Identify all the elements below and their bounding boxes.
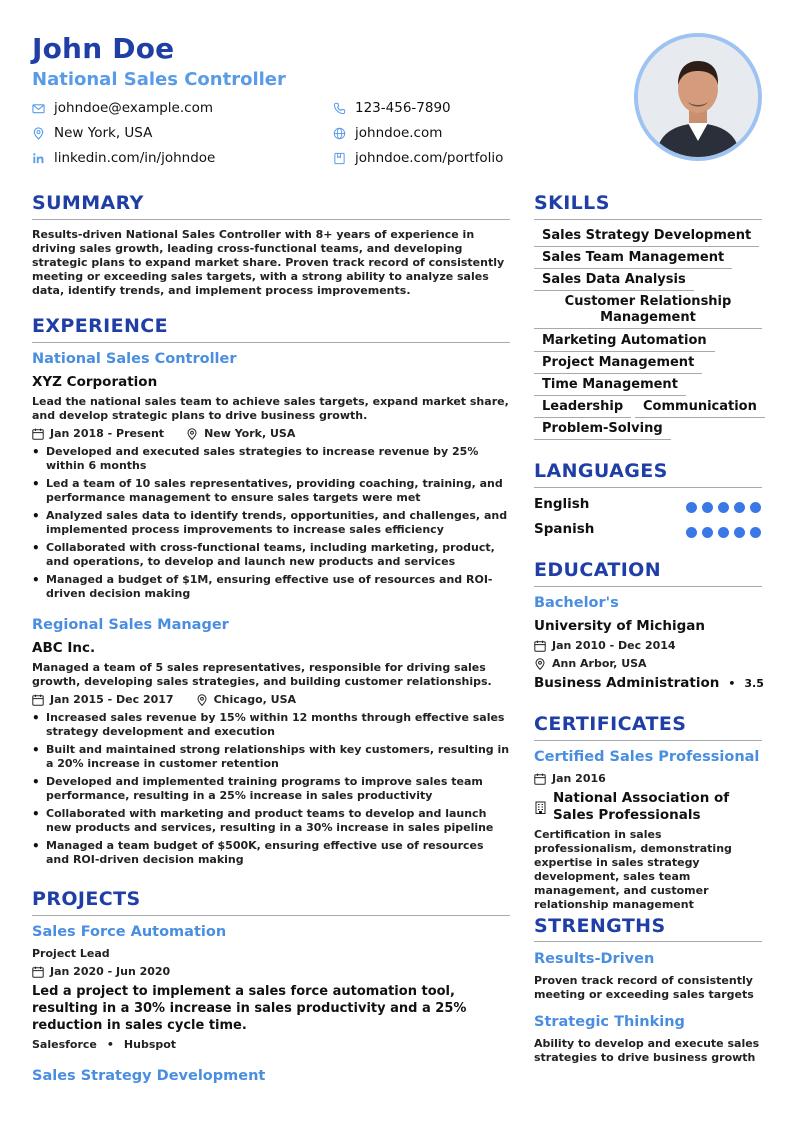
strength-name: Results-Driven bbox=[534, 951, 655, 967]
proficiency-dot bbox=[702, 502, 713, 513]
education-degree: Bachelor's bbox=[534, 595, 619, 611]
project-description: Led a project to implement a sales force automation tool, resulting in a 30% increase in sales productivity and a 25% reduction in sales cycle time. bbox=[32, 984, 467, 1033]
skills-divider bbox=[534, 219, 762, 220]
separator-dot: • bbox=[728, 677, 736, 690]
list-item: • Developed and executed sales strategies to increase revenue by 25% within 6 months bbox=[32, 445, 510, 473]
job-location: Chicago, USA bbox=[213, 693, 297, 706]
strength-description: Proven track record of consistently meeting or exceeding sales targets bbox=[534, 974, 754, 1001]
job-description: Lead the national sales team to achieve sales targets, expand market share, and develop strategic plans to drive business growth. bbox=[32, 395, 509, 422]
education-dates-row bbox=[534, 639, 676, 652]
proficiency-dot bbox=[734, 527, 745, 538]
skill-tag: Marketing Automation bbox=[534, 333, 715, 352]
building-icon bbox=[534, 801, 547, 814]
project-role: Project Lead bbox=[32, 947, 110, 960]
skills-heading: SKILLS bbox=[534, 192, 610, 214]
calendar-icon bbox=[32, 966, 44, 978]
education-location-row bbox=[534, 657, 647, 670]
location-pin-icon bbox=[196, 694, 208, 706]
language-name: Spanish bbox=[534, 521, 595, 537]
summary-heading: SUMMARY bbox=[32, 192, 144, 214]
education-heading: EDUCATION bbox=[534, 559, 662, 581]
skill-tag: Sales Data Analysis bbox=[534, 272, 694, 291]
list-item: • Analyzed sales data to identify trends, opportunities, and challenges, and implemented process improvements to increase sales efficiency bbox=[32, 509, 510, 537]
language-level-dots bbox=[686, 502, 761, 513]
skill-tag: Leadership bbox=[534, 399, 631, 418]
experience-heading: EXPERIENCE bbox=[32, 315, 169, 337]
job-bullets bbox=[32, 445, 510, 605]
location-text: New York, USA bbox=[54, 125, 153, 141]
location-pin-icon bbox=[186, 428, 198, 440]
job-description: Managed a team of 5 sales representatives, responsible for driving sales growth, developing sales strategies, and building customer relationships. bbox=[32, 661, 492, 688]
calendar-icon bbox=[32, 428, 44, 440]
job-dates: Jan 2015 - Dec 2017 bbox=[50, 693, 174, 706]
candidate-headline: National Sales Controller bbox=[32, 69, 286, 90]
candidate-name: John Doe bbox=[32, 32, 175, 65]
contact-email[interactable] bbox=[32, 100, 213, 116]
job-company: XYZ Corporation bbox=[32, 374, 158, 390]
job-role: Regional Sales Manager bbox=[32, 617, 229, 633]
language-level-dots bbox=[686, 527, 761, 538]
projects-divider bbox=[32, 915, 510, 916]
proficiency-dot bbox=[750, 502, 761, 513]
languages-divider bbox=[534, 487, 762, 488]
tool-tag: Hubspot bbox=[123, 1038, 177, 1051]
education-school: University of Michigan bbox=[534, 618, 705, 634]
job-company: ABC Inc. bbox=[32, 640, 96, 656]
profile-photo bbox=[634, 33, 762, 161]
certificate-date: Jan 2016 bbox=[552, 772, 606, 785]
education-field: Business Administration bbox=[534, 675, 720, 691]
calendar-icon bbox=[534, 640, 546, 652]
proficiency-dot bbox=[718, 502, 729, 513]
skill-tag: Customer Relationship Management bbox=[534, 294, 762, 329]
email-text: johndoe@example.com bbox=[54, 100, 213, 116]
portfolio-icon bbox=[333, 152, 346, 165]
job-dates: Jan 2018 - Present bbox=[50, 427, 165, 440]
job-role: National Sales Controller bbox=[32, 351, 237, 367]
summary-divider bbox=[32, 219, 510, 220]
contact-location bbox=[32, 125, 152, 141]
skill-tag: Sales Team Management bbox=[534, 250, 732, 269]
list-item: • Increased sales revenue by 15% within 12 months through effective sales strategy development and execution bbox=[32, 711, 510, 739]
contact-portfolio[interactable] bbox=[333, 150, 503, 166]
contact-linkedin[interactable] bbox=[32, 150, 215, 166]
project-tools bbox=[32, 1038, 176, 1051]
list-item: • Led a team of 10 sales representatives, providing coaching, training, and performance management to ensure sales targets were met bbox=[32, 477, 510, 505]
strengths-heading: STRENGTHS bbox=[534, 915, 666, 937]
certificates-divider bbox=[534, 740, 762, 741]
strength-description: Ability to develop and execute sales strategies to drive business growth bbox=[534, 1037, 760, 1064]
education-gpa: 3.5 bbox=[744, 677, 764, 690]
location-pin-icon bbox=[32, 127, 45, 140]
language-name: English bbox=[534, 496, 590, 512]
skill-tag: Sales Strategy Development bbox=[534, 228, 759, 247]
calendar-icon bbox=[32, 694, 44, 706]
education-dates: Jan 2010 - Dec 2014 bbox=[552, 639, 676, 652]
list-item: • Collaborated with cross-functional teams, including marketing, product, and operations, to develop and launch new products and services bbox=[32, 541, 510, 569]
job-meta bbox=[32, 693, 296, 706]
phone-text: 123-456-7890 bbox=[355, 100, 451, 116]
phone-icon bbox=[333, 102, 346, 115]
portfolio-text: johndoe.com/portfolio bbox=[355, 150, 504, 166]
certificate-issuer-row bbox=[534, 790, 762, 824]
project-dates: Jan 2020 - Jun 2020 bbox=[50, 965, 171, 978]
tool-tag: Salesforce bbox=[32, 1038, 97, 1051]
job-location: New York, USA bbox=[204, 427, 296, 440]
certificates-heading: CERTIFICATES bbox=[534, 713, 687, 735]
proficiency-dot bbox=[734, 502, 745, 513]
project-name: Sales Strategy Development bbox=[32, 1068, 266, 1084]
contact-website[interactable] bbox=[333, 125, 442, 141]
list-item: • Managed a team budget of $500K, ensuring effective use of resources and ROI-driven decision making bbox=[32, 839, 510, 867]
projects-heading: PROJECTS bbox=[32, 888, 141, 910]
linkedin-text: linkedin.com/in/johndoe bbox=[54, 150, 216, 166]
proficiency-dot bbox=[686, 502, 697, 513]
certificate-name: Certified Sales Professional bbox=[534, 749, 760, 765]
separator-dot: • bbox=[106, 1038, 114, 1051]
calendar-icon bbox=[534, 773, 546, 785]
experience-divider bbox=[32, 342, 510, 343]
contact-phone[interactable] bbox=[333, 100, 451, 116]
skill-tag: Time Management bbox=[534, 377, 686, 396]
job-meta bbox=[32, 427, 295, 440]
location-pin-icon bbox=[534, 658, 546, 670]
project-name: Sales Force Automation bbox=[32, 924, 227, 940]
website-text: johndoe.com bbox=[355, 125, 443, 141]
strength-name: Strategic Thinking bbox=[534, 1014, 685, 1030]
proficiency-dot bbox=[686, 527, 697, 538]
list-item: • Collaborated with marketing and product teams to develop and launch new products and services, resulting in a 30% increase in sales pipeline bbox=[32, 807, 510, 835]
education-divider bbox=[534, 586, 762, 587]
list-item: • Managed a budget of $1M, ensuring effective use of resources and ROI-driven decision making bbox=[32, 573, 510, 601]
proficiency-dot bbox=[750, 527, 761, 538]
email-icon bbox=[32, 102, 45, 115]
certificate-issuer: National Association of Sales Professionals bbox=[553, 790, 730, 823]
languages-heading: LANGUAGES bbox=[534, 460, 668, 482]
strengths-divider bbox=[534, 941, 762, 942]
skill-tag: Problem-Solving bbox=[534, 421, 671, 440]
job-bullets bbox=[32, 711, 510, 871]
list-item: • Developed and implemented training programs to improve sales team performance, resulting in a 25% increase in sales productivity bbox=[32, 775, 510, 803]
project-meta bbox=[32, 965, 170, 978]
globe-icon bbox=[333, 127, 346, 140]
certificate-description: Certification in sales professionalism, demonstrating expertise in sales strategy development, sales team management, and customer relationship management bbox=[534, 828, 732, 911]
proficiency-dot bbox=[702, 527, 713, 538]
proficiency-dot bbox=[718, 527, 729, 538]
skill-tag: Communication bbox=[635, 399, 765, 418]
certificate-date-row bbox=[534, 772, 606, 785]
education-field-row bbox=[534, 675, 764, 691]
summary-text: Results-driven National Sales Controller with 8+ years of experience in driving sales growth, leading cross-functional teams, and developing strategic plans to expand market share. Proven track record of consistently meeting or exceeding sales targets, with a strong ability to analyze sales data, identify trends, and implement process improvements. bbox=[32, 228, 505, 297]
linkedin-icon bbox=[32, 152, 45, 165]
education-location: Ann Arbor, USA bbox=[552, 657, 647, 670]
skill-tag: Project Management bbox=[534, 355, 702, 374]
list-item: • Built and maintained strong relationships with key customers, resulting in a 20% increase in customer retention bbox=[32, 743, 510, 771]
